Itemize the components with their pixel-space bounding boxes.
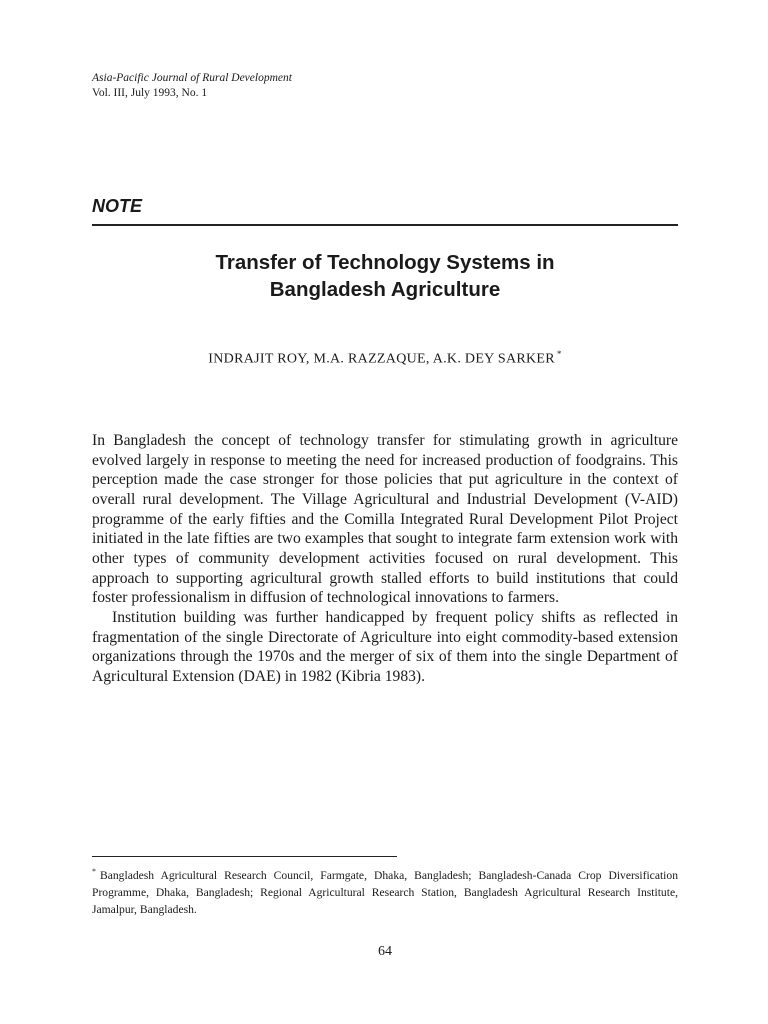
title-line-1: Transfer of Technology Systems in [215,251,555,274]
article-body [92,431,678,687]
footnote-divider [92,856,397,857]
title-line-2: Bangladesh Agriculture [269,278,501,301]
author-names: INDRAJIT ROY, M.A. RAZZAQUE, A.K. DEY SARKER [208,351,555,367]
section-divider [92,224,678,226]
page-number: 64 [378,944,392,959]
section-label: NOTE [92,196,143,216]
body-paragraph: Institution building was further handicapped by frequent policy shifts as reflected in fragmentation of the single Directorate of Agriculture into eight commodity-based extension organizations through the 1970s and the merger of six of them into the single Department of Agricultural Extension (DAE) in 1982 (Kibria 1983). [92,608,678,685]
footnote-text: Bangladesh Agricultural Research Council, Farmgate, Dhaka, Bangladesh; Bangladesh-Canada Crop Diversification Programme, Dhaka, Bangladesh; Regional Agricultural Research Station, Bangladesh Agricultural Research Institute, Jamalpur, Bangladesh. [92,868,678,916]
footnote-marker: * [92,867,96,876]
journal-name: Asia-Pacific Journal of Rural Development [92,72,292,84]
author-line [92,345,678,369]
author-footnote-marker: * [556,349,562,359]
article-title [92,249,678,303]
journal-issue: Vol. III, July 1993, No. 1 [92,87,208,99]
body-paragraph: In Bangladesh the concept of technology transfer for stimulating growth in agriculture evolved largely in response to meeting the need for increased production of foodgrains. This perception made the case stronger for those policies that put agriculture in the context of overall rural development. The Village Agricultural and Industrial Development (V-AID) programme of the early fifties and the Comilla Integrated Rural Development Pilot Project initiated in the late fifties are two examples that sought to integrate farm extension work with other types of community development activities focused on rural development. This approach to supporting agricultural growth stalled efforts to build institutions that could foster professionalism in diffusion of technological innovations to farmers. [92,432,678,607]
footnote [92,863,678,918]
